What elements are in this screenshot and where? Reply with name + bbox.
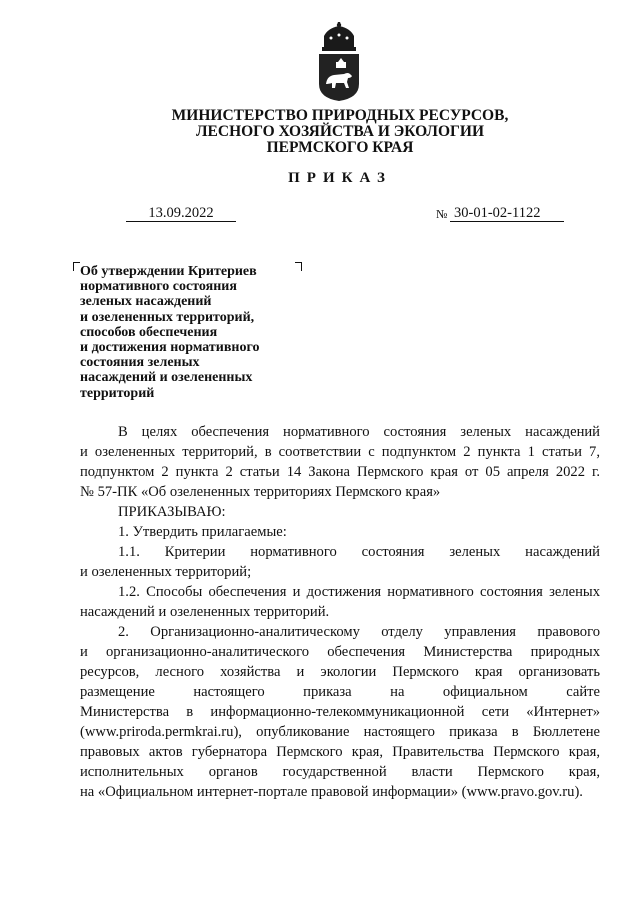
body-line: подпунктом 2 пункта 2 статьи 14 Закона Пермского края от 05 апреля 2022 г. (80, 464, 600, 480)
subject-line: насаждений и озелененных (80, 370, 253, 386)
body-line: насаждений и озелененных территорий. (80, 604, 330, 620)
order-number: 30-01-02-1122 (450, 205, 564, 222)
order-title: ПРИКАЗ (288, 170, 392, 186)
subject-line: зеленых насаждений (80, 294, 212, 310)
subject-bracket-left (73, 262, 80, 271)
body-line: Министерства в информационно-телекоммуникационной сети «Интернет» (80, 704, 600, 720)
order-date: 13.09.2022 (126, 205, 236, 222)
orders-keyword: ПРИКАЗЫВАЮ: (118, 504, 226, 520)
ministry-line-2: ЛЕСНОГО ХОЗЯЙСТВА И ЭКОЛОГИИ (195, 123, 485, 140)
body-line: размещение настоящего приказа на официальном сайте (80, 684, 600, 700)
body-line: правовых актов губернатора Пермского края, Правительства Пермского края, (80, 744, 600, 760)
body-line: ресурсов, лесного хозяйства и экологии Пермского края организовать (80, 664, 600, 680)
body-line: на «Официальном интернет-портале правовой информации» (www.pravo.gov.ru). (80, 784, 583, 800)
body-line: (www.priroda.permkrai.ru), опубликование настоящего приказа в Бюллетене (80, 724, 600, 740)
coat-of-arms-icon (314, 22, 364, 102)
clause-1-1: 1.1. Критерии нормативного состояния зеленых насаждений (118, 544, 600, 560)
subject-line: состояния зеленых (80, 355, 200, 371)
subject-line: территорий (80, 385, 155, 401)
body-line: и озелененных территорий; (80, 564, 252, 580)
body-line: и организационно-аналитического обеспечения Министерства природных (80, 644, 600, 660)
subject-line: способов обеспечения (80, 324, 218, 340)
ministry-name (140, 108, 540, 156)
ministry-line-3: ПЕРМСКОГО КРАЯ (266, 139, 414, 156)
clause-2: 2. Организационно-аналитическому отделу управления правового (118, 624, 600, 640)
body-line: и озелененных территорий, в соответствии с подпунктом 2 пункта 1 статьи 7, (80, 444, 600, 460)
subject-line: и достижения нормативного (80, 340, 260, 356)
number-sign: № (436, 207, 448, 221)
order-subject (80, 264, 310, 401)
body-line: В целях обеспечения нормативного состояния зеленых насаждений (118, 424, 600, 440)
order-body (80, 422, 600, 802)
clause-1: 1. Утвердить прилагаемые: (118, 524, 287, 540)
subject-line: нормативного состояния (80, 279, 237, 295)
body-line: № 57-ПК «Об озелененных территориях Пермского края» (80, 484, 441, 500)
body-line: исполнительных органов государственной власти Пермского края, (80, 764, 600, 780)
subject-line: Об утверждении Критериев (80, 264, 257, 279)
subject-line: и озелененных территорий, (80, 309, 255, 325)
ministry-line-1: МИНИСТЕРСТВО ПРИРОДНЫХ РЕСУРСОВ, (171, 107, 509, 124)
clause-1-2: 1.2. Способы обеспечения и достижения нормативного состояния зеленых (118, 584, 600, 600)
